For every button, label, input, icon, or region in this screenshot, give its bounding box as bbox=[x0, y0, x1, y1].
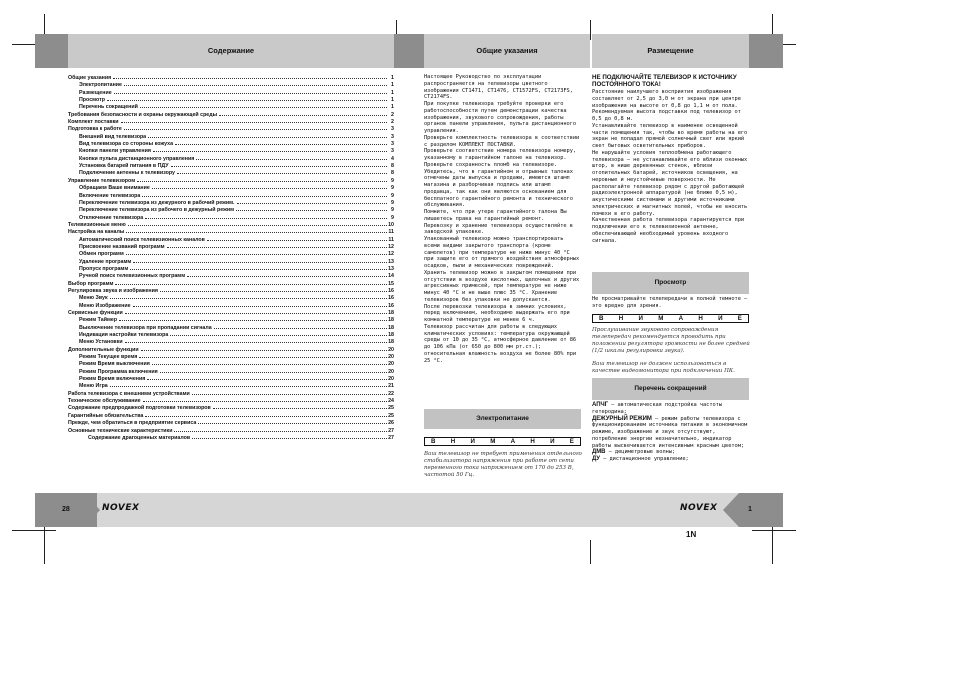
toc-entry-label: Гарантийные обязательства bbox=[68, 412, 144, 419]
section-header-viewing: Просмотр bbox=[592, 272, 749, 294]
toc-leader bbox=[214, 328, 387, 329]
toc-entry-page: 24 bbox=[388, 398, 394, 405]
toc-leader bbox=[115, 284, 387, 285]
abbreviation-item bbox=[592, 449, 750, 456]
toc-leader bbox=[196, 159, 387, 160]
toc-entry-label: Удаление программ bbox=[79, 258, 132, 265]
toc-entry-page: 4 bbox=[391, 155, 394, 162]
toc-entry-page: 1 bbox=[391, 89, 394, 96]
toc-entry[interactable] bbox=[68, 193, 394, 200]
toc-entry-label: Подготовка к работе bbox=[68, 126, 122, 133]
crop-mark bbox=[12, 530, 56, 531]
toc-entry-page: 20 bbox=[388, 346, 394, 353]
toc-entry-label: Электропитание bbox=[79, 82, 122, 89]
toc-entry-label: Техническое обслуживание bbox=[68, 398, 141, 405]
toc-entry[interactable] bbox=[68, 112, 394, 119]
abbreviation-definition: – дистанционное управление; bbox=[599, 456, 689, 462]
toc-entry-label: Индикация настройки телевизора bbox=[79, 332, 169, 339]
toc-entry-page: 9 bbox=[391, 207, 394, 214]
toc-leader bbox=[213, 408, 387, 409]
toc-entry-page: 11 bbox=[388, 236, 394, 243]
toc-entry[interactable] bbox=[68, 207, 394, 214]
toc-entry-page: 18 bbox=[388, 310, 394, 316]
paragraph: Хранить телевизор можно в закрытом помещении при отсутствии в воздухе кислотных, щелочных и других агрессивных примесей, при температуре не ниже минус 40 °С и не выше плюс 35 °С. Хранение телевизоров без упаковки не допускается. bbox=[424, 269, 580, 303]
abbreviation-term: АПЧГ bbox=[592, 402, 608, 408]
toc-entry-label: Ручной поиск телевизионных программ bbox=[79, 273, 186, 280]
warning-box bbox=[592, 314, 749, 323]
toc-leader bbox=[110, 298, 387, 299]
abbreviation-item bbox=[592, 456, 750, 463]
toc-entry-page: 18 bbox=[388, 324, 394, 331]
toc-leader bbox=[142, 196, 387, 197]
warning-letter: Н bbox=[698, 315, 703, 322]
paragraph: При покупке телевизора требуйте проверки его работоспособности путем демонстрации качества изображения, звукового сопровождения, работы органов панели управления, пульта дистанционного управления. bbox=[424, 101, 577, 134]
toc-entry-label: Размещение bbox=[79, 89, 112, 96]
toc-entry-page: 11 bbox=[388, 229, 394, 236]
abbreviation-definition: – режим работы телевизора с функционированием источника питания в экономичном режиме, изображение и звук отсутствуют, потребление энергии незначительно, индикатор работы высвечивается интенсивным красным цветом; bbox=[592, 415, 748, 449]
paragraph: Убедитесь, что в гарантийном и отрывных талонах отмечены даты выпуска и продажи, имеются штамп магазина и разборчивая подпись или штамп продавца, так как они являются основанием для бесплатного гарантийного ремонта и технического обслуживания. bbox=[424, 168, 573, 209]
toc-leader bbox=[187, 276, 387, 277]
monitor-note: Ваш телевизор не должен использоваться в качестве видеомонитора при подключении ПК. bbox=[592, 361, 735, 374]
toc-entry-label: Работа телевизора с внешними устройствами bbox=[68, 390, 190, 397]
toc-entry-label: Установка батарей питания в ПДУ bbox=[79, 163, 169, 170]
abbreviation-term: ДМВ bbox=[592, 449, 606, 456]
toc-leader bbox=[107, 100, 387, 101]
toc-entry-label: Общие указания bbox=[68, 75, 112, 81]
footer-arrow-left bbox=[84, 493, 100, 527]
abbreviation-item bbox=[592, 416, 750, 450]
toc-entry[interactable] bbox=[68, 295, 394, 302]
toc-leader bbox=[113, 78, 387, 79]
header-title-placement: Размещение bbox=[647, 46, 694, 55]
abbreviation-definition: – дециметровые волны; bbox=[605, 449, 676, 456]
toc-entry-label: Настройка на каналы bbox=[68, 229, 125, 236]
toc-entry-page: 1 bbox=[391, 97, 394, 104]
toc-entry-page: 25 bbox=[388, 405, 394, 412]
toc-entry[interactable] bbox=[68, 303, 394, 310]
toc-entry-label: Режим Программа включения bbox=[79, 368, 158, 375]
toc-leader bbox=[147, 379, 387, 380]
toc-entry-page: 16 bbox=[388, 295, 394, 302]
warning-letter: В bbox=[431, 438, 436, 445]
warning-box bbox=[424, 437, 581, 446]
abbreviation-term: ДЕЖУРНЫЙ РЕЖИМ bbox=[592, 415, 652, 422]
footer-dark-block bbox=[739, 493, 783, 527]
paragraph: Проверьте комплектность телевизора в соответствии с разделом КОМПЛЕКТ ПОСТАВКИ. bbox=[424, 134, 580, 148]
toc-leader bbox=[137, 181, 387, 182]
toc-leader bbox=[198, 423, 387, 424]
toc-leader bbox=[192, 394, 387, 395]
toc-entry-label: Режим Текущее время bbox=[79, 354, 138, 361]
toc-leader bbox=[167, 247, 387, 248]
toc-entry-page: 3 bbox=[391, 126, 394, 133]
header-dark-block bbox=[35, 34, 68, 68]
crop-mark bbox=[590, 20, 591, 40]
paragraph: Проверьте соответствие номера телевизора номеру, указанному в гарантийном талоне на телевизор. bbox=[424, 148, 577, 161]
paragraph: Настоящее Руководство по эксплуатации распространяется на телевизоры цветного изображения СТ1471, СТ1476, СТ1572FS, СТ2173FS, СТ2174FS. bbox=[424, 74, 573, 101]
toc-leader bbox=[207, 240, 387, 241]
toc-leader bbox=[110, 386, 387, 387]
warning-letter: М bbox=[658, 315, 664, 322]
toc-entry-page: 13 bbox=[388, 258, 394, 265]
toc-entry-label: Содержание предпродажной подготовки телевизоров bbox=[68, 405, 211, 412]
paragraph: Расстояние наилучшего восприятия изображения составляет от 2,5 до 3,0 м от экрана при центре изображения на высоте от 0,8 до 1,1 м от пола. Рекомендуемая высота подставки под телевизор от 0,5 до 0,8 м. bbox=[592, 89, 741, 122]
toc-entry-page: 20 bbox=[388, 361, 394, 368]
paragraph: Перевозку и хранение телевизора осуществляйте в заводской упаковке. bbox=[424, 222, 573, 236]
toc-entry[interactable] bbox=[68, 361, 394, 368]
toc-entry[interactable] bbox=[68, 259, 394, 266]
toc-entry[interactable] bbox=[68, 288, 394, 295]
toc-entry-label: Меню Звук bbox=[79, 295, 108, 302]
toc-leader bbox=[171, 166, 387, 167]
toc-leader bbox=[174, 431, 387, 432]
toc-entry-label: Основные технические характеристики bbox=[68, 427, 173, 434]
toc-entry-label: Просмотр bbox=[79, 97, 105, 104]
crop-mark bbox=[752, 530, 796, 531]
table-of-contents bbox=[68, 75, 394, 442]
power-note: Ваш телевизор не требует применения отдельного стабилизатора напряжения при работе от сети переменного тока напряжением от 170 до 253 В, частотой 50 Гц. bbox=[424, 451, 582, 478]
toc-entry-label: Кнопки панели управления bbox=[79, 148, 151, 155]
toc-entry-page: 9 bbox=[391, 214, 394, 221]
toc-entry-label: Автоматический поиск телевизионных каналов bbox=[79, 236, 205, 243]
viewing-text: Не просматривайте телепередачи в полной темноте – это вредно для зрения. bbox=[592, 296, 748, 309]
paragraph: После перевозки телевизора в зимних условиях, перед включением, необходимо выдержать его при комнатной температуре не менее 6 ч. bbox=[424, 303, 570, 323]
footer-arrow-right bbox=[723, 493, 739, 527]
toc-entry[interactable] bbox=[68, 428, 394, 435]
toc-entry-label: Меню Установки bbox=[79, 339, 123, 346]
toc-entry[interactable] bbox=[68, 420, 394, 427]
abbreviation-item bbox=[592, 402, 750, 416]
toc-entry-page: 12 bbox=[388, 243, 394, 250]
toc-entry[interactable] bbox=[68, 163, 394, 170]
toc-entry-label: Перечень сокращений bbox=[79, 104, 138, 111]
toc-entry[interactable] bbox=[68, 332, 394, 339]
toc-entry-label: Обмен программ bbox=[79, 251, 124, 258]
toc-entry-label: Пропуск программ bbox=[79, 265, 129, 272]
toc-entry-label: Подключение антенны к телевизору bbox=[79, 170, 175, 177]
toc-entry-label: Выбор программ bbox=[68, 280, 114, 287]
toc-entry-label: Требования безопасности и охраны окружающей среды bbox=[68, 111, 218, 118]
toc-entry-label: Включение телевизора bbox=[79, 192, 141, 199]
toc-entry-label: Кнопки пульта дистанционного управления bbox=[79, 155, 195, 162]
page-number-left: 28 bbox=[62, 506, 70, 513]
toc-leader bbox=[125, 313, 387, 314]
toc-entry-page: 10 bbox=[388, 221, 394, 228]
toc-leader bbox=[140, 107, 387, 108]
novex-logo-right: NOVEX bbox=[680, 503, 718, 513]
toc-entry-page: 3 bbox=[391, 148, 394, 155]
section-header-power: Электропитание bbox=[424, 409, 581, 429]
toc-leader bbox=[133, 306, 387, 307]
page-number-right: 1 bbox=[748, 506, 752, 513]
toc-leader bbox=[133, 262, 387, 263]
warning-letter: В bbox=[599, 315, 604, 322]
toc-entry[interactable] bbox=[68, 435, 394, 442]
toc-leader bbox=[152, 364, 387, 365]
toc-entry-page: 15 bbox=[388, 280, 394, 287]
warning-letter: А bbox=[510, 438, 516, 445]
toc-leader bbox=[192, 438, 387, 439]
toc-entry-page: 21 bbox=[388, 383, 394, 390]
header-title-general: Общие указания bbox=[476, 46, 538, 55]
toc-entry-page: 12 bbox=[388, 251, 394, 258]
toc-entry-page: 9 bbox=[391, 199, 394, 206]
warning-letter: Е bbox=[737, 315, 742, 322]
toc-entry[interactable] bbox=[68, 251, 394, 258]
toc-leader bbox=[153, 151, 387, 152]
paragraph: Качественная работа телевизора гарантируется при подключении его к телевизионной антенне, обеспечивающей необходимый уровень входного сигнала. bbox=[592, 217, 745, 244]
toc-leader bbox=[177, 173, 387, 174]
toc-entry-page: 20 bbox=[388, 368, 394, 375]
toc-entry-label: Сервисные функции bbox=[68, 310, 123, 316]
toc-entry-page: 9 bbox=[391, 177, 394, 184]
abbreviation-term: ДУ bbox=[592, 456, 600, 462]
toc-entry-page: 20 bbox=[388, 354, 394, 361]
toc-entry[interactable] bbox=[68, 281, 394, 288]
warning-letter: И bbox=[550, 438, 555, 445]
toc-entry-page: 16 bbox=[388, 287, 394, 294]
toc-leader bbox=[237, 203, 387, 204]
toc-entry-page: 8 bbox=[391, 163, 394, 170]
model-code: 1N bbox=[686, 530, 697, 539]
toc-leader bbox=[236, 210, 387, 211]
general-instructions-text bbox=[424, 74, 582, 364]
novex-logo-left: NOVEX bbox=[102, 503, 140, 513]
toc-entry-page: 3 bbox=[391, 133, 394, 140]
toc-leader bbox=[124, 129, 387, 130]
paragraph: Проверьте сохранность пломб на телевизоре. bbox=[424, 161, 558, 168]
paragraph: Упакованный телевизор можно транспортировать всеми видами закрытого транспорта (кроме самолетов) при температуре не ниже минус 40 °С при защите его от прямого воздействия атмосферных осадков, пыли и механических повреждений. bbox=[424, 236, 580, 269]
toc-entry-label: Меню Изображение bbox=[79, 302, 131, 309]
toc-entry-page: 9 bbox=[391, 185, 394, 192]
toc-leader bbox=[130, 269, 387, 270]
toc-leader bbox=[121, 122, 388, 123]
toc-entry[interactable] bbox=[68, 339, 394, 346]
paragraph: Помните, что при утере гарантийного талона Вы лишаетесь права на гарантийный ремонт. bbox=[424, 209, 567, 222]
placement-text bbox=[592, 89, 752, 244]
toc-entry-label: Режим Время включения bbox=[79, 376, 146, 383]
footer-bar-left bbox=[97, 493, 394, 527]
toc-leader bbox=[160, 372, 387, 373]
toc-entry-page: 26 bbox=[388, 420, 394, 427]
toc-entry[interactable] bbox=[68, 82, 394, 89]
header-dark-block bbox=[749, 34, 783, 68]
warning-letter: Н bbox=[618, 315, 624, 322]
toc-leader bbox=[139, 357, 387, 358]
toc-entry[interactable] bbox=[68, 104, 394, 111]
toc-entry-page: 25 bbox=[388, 412, 394, 419]
header-dark-block bbox=[394, 34, 424, 68]
toc-leader bbox=[126, 254, 387, 255]
toc-entry[interactable] bbox=[68, 383, 394, 390]
toc-entry-page: 16 bbox=[388, 302, 394, 309]
toc-leader bbox=[124, 85, 387, 86]
toc-entry[interactable] bbox=[68, 237, 394, 244]
toc-entry-label: Переключение телевизора из дежурного в рабочий режим. bbox=[79, 199, 235, 206]
warning-letter: А bbox=[678, 315, 684, 322]
toc-entry-label: Регулировка звука и изображения bbox=[68, 287, 158, 294]
toc-entry-page: 18 bbox=[388, 317, 394, 324]
toc-entry[interactable] bbox=[68, 229, 394, 236]
toc-leader bbox=[128, 225, 387, 226]
toc-entry-page: 2 bbox=[391, 111, 394, 118]
warning-letter: И bbox=[470, 438, 475, 445]
toc-entry-label: Присвоение названий программ bbox=[79, 243, 165, 250]
toc-leader bbox=[141, 350, 387, 351]
toc-entry[interactable] bbox=[68, 376, 394, 383]
toc-entry-label: Внешний вид телевизора bbox=[79, 133, 147, 140]
warning-letter: И bbox=[718, 315, 723, 322]
toc-leader bbox=[175, 144, 387, 145]
toc-leader bbox=[143, 401, 387, 402]
abbreviation-definition: – автоматическая подстройка частоты гетеродина; bbox=[592, 402, 723, 415]
toc-entry-page: 18 bbox=[388, 339, 394, 346]
volume-note: Прослушивание звукового сопровождения телепередач рекомендуется проводить при положении регулятора громкости не более средней (1/2 шкалы регулировки звука). bbox=[592, 327, 750, 354]
toc-entry-label: Режим Таймер bbox=[79, 317, 118, 324]
toc-entry-page: 2 bbox=[391, 119, 394, 126]
toc-entry-label: Выключение телевизора при пропадании сигнала bbox=[79, 324, 212, 331]
header-title-contents: Содержание bbox=[207, 46, 255, 55]
toc-entry[interactable] bbox=[68, 185, 394, 192]
toc-entry-page: 3 bbox=[391, 141, 394, 148]
toc-entry[interactable] bbox=[68, 90, 394, 97]
toc-entry[interactable] bbox=[68, 134, 394, 141]
toc-entry-page: 13 bbox=[388, 265, 394, 272]
toc-leader bbox=[119, 320, 387, 321]
toc-entry-label: Прежде, чем обратиться в предприятие сервиса bbox=[68, 420, 197, 427]
toc-entry-page: 27 bbox=[388, 427, 394, 434]
toc-entry[interactable] bbox=[68, 369, 394, 376]
toc-entry-page: 18 bbox=[388, 332, 394, 339]
toc-entry[interactable] bbox=[68, 317, 394, 324]
dc-warning: НЕ ПОДКЛЮЧАЙТЕ ТЕЛЕВИЗОР К ИСТОЧНИКУ ПОСТОЯННОГО ТОКА! bbox=[592, 74, 737, 88]
toc-entry-label: Меню Игра bbox=[79, 383, 108, 390]
toc-entry-label: Дополнительные функции bbox=[68, 346, 139, 353]
toc-leader bbox=[125, 342, 387, 343]
paragraph: Устанавливайте телевизор в наименее освещенной части помещения так, чтобы во время работы на его экран не попадал прямой солнечный свет или яркий свет бытовых осветительных приборов. bbox=[592, 122, 748, 149]
toc-entry-page: 1 bbox=[391, 75, 394, 81]
toc-entry-label: Вид телевизора со стороны кожуха bbox=[79, 141, 174, 148]
toc-leader bbox=[160, 291, 387, 292]
toc-entry[interactable] bbox=[68, 141, 394, 148]
toc-entry[interactable] bbox=[68, 325, 394, 332]
paragraph: Телевизор рассчитан для работы в следующих климатических условиях: температура окружающей среды от 10 до 35 °С, атмосферное давление от 86 до 106 кПа (от 650 до 800 мм рт.ст.); относительная влажность воздуха не более 80% при 25 °С. bbox=[424, 323, 577, 364]
warning-letter: М bbox=[490, 438, 496, 445]
toc-entry-page: 27 bbox=[388, 434, 394, 441]
toc-leader bbox=[145, 416, 387, 417]
warning-letter: Н bbox=[450, 438, 456, 445]
toc-entry[interactable] bbox=[68, 215, 394, 222]
toc-entry[interactable] bbox=[68, 405, 394, 412]
toc-entry-label: Режим Время выключения bbox=[79, 361, 150, 368]
toc-entry-page: 14 bbox=[388, 273, 394, 280]
toc-leader bbox=[152, 188, 387, 189]
paragraph: Не нарушайте условия теплообмена работающего телевизора – не устанавливайте его вблизи оконных штор, в нише деревянных стенок, вблизи отопительных батарей, источников освещения, на неровные и неустойчивые поверхности. Не располагайте телевизор рядом с другой работающей радиоэлектронной аппаратурой (не ближе 0,5 м), акустическими системами и другими источниками электрических и магнитных полей, чтобы не вносить помехи в его работу. bbox=[592, 149, 748, 217]
toc-entry-page: 22 bbox=[388, 390, 394, 397]
section-header-abbreviations: Перечень сокращений bbox=[592, 378, 749, 400]
warning-letter: Н bbox=[530, 438, 535, 445]
toc-leader bbox=[170, 335, 387, 336]
toc-entry-label: Телевизионные меню bbox=[68, 221, 126, 228]
toc-entry-label: Обращаем Ваше внимание bbox=[79, 185, 150, 192]
toc-entry-label: Комплект поставки bbox=[68, 119, 119, 126]
toc-leader bbox=[114, 93, 387, 94]
toc-leader bbox=[219, 115, 387, 116]
toc-entry-label: Отключение телевизора bbox=[79, 214, 144, 221]
toc-entry-page: 8 bbox=[391, 170, 394, 177]
toc-leader bbox=[126, 232, 387, 233]
toc-entry-label: Переключение телевизора из рабочего в дежурный режим bbox=[79, 207, 235, 214]
toc-entry-page: 20 bbox=[388, 376, 394, 383]
toc-entry-label: Управление телевизором bbox=[68, 177, 136, 184]
toc-entry[interactable] bbox=[68, 354, 394, 361]
toc-entry-page: 9 bbox=[391, 192, 394, 199]
toc-leader bbox=[145, 218, 387, 219]
toc-entry[interactable] bbox=[68, 273, 394, 280]
toc-entry[interactable] bbox=[68, 75, 394, 82]
toc-entry[interactable] bbox=[68, 170, 394, 177]
toc-entry[interactable] bbox=[68, 148, 394, 155]
toc-entry-page: 1 bbox=[391, 82, 394, 89]
toc-entry[interactable] bbox=[68, 347, 394, 354]
warning-letter: Е bbox=[569, 438, 574, 445]
abbreviation-list bbox=[592, 402, 750, 463]
toc-entry-page: 1 bbox=[391, 104, 394, 111]
toc-entry[interactable] bbox=[68, 126, 394, 133]
toc-entry-label: Содержание драгоценных материалов bbox=[88, 434, 191, 441]
crop-mark bbox=[590, 540, 591, 564]
warning-letter: И bbox=[638, 315, 643, 322]
toc-leader bbox=[148, 137, 387, 138]
